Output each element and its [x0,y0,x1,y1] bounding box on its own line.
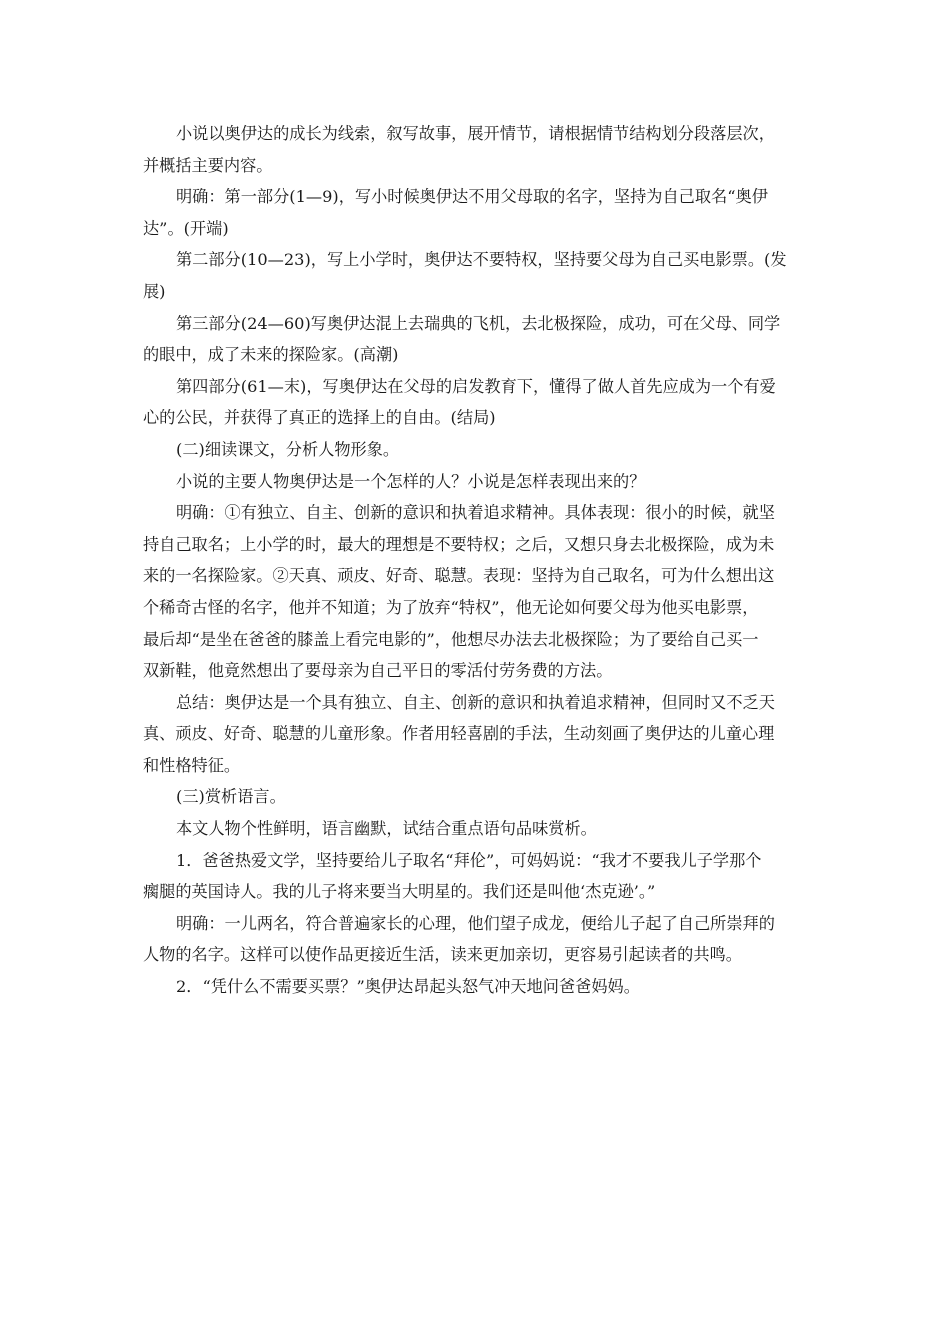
paragraph-example-one-answer [143,908,808,971]
text-line: 明确：一儿两名，符合普遍家长的心理，他们望子成龙，便给儿子起了自己所崇拜的 [176,913,775,933]
text-line: 明确：第一部分(1—9)，写小时候奥伊达不用父母取的名字，坚持为自己取名“奥伊 [176,187,768,207]
text-line: 展) [143,281,166,301]
text-line: 和性格特征。 [143,755,241,775]
text-line: 达”。(开端) [143,218,229,238]
text-line: 明确：①有独立、自主、创新的意识和执着追求精神。具体表现：很小的时候，就坚 [176,503,775,523]
text-line: 心的公民，并获得了真正的选择上的自由。(结局) [143,408,496,428]
text-line: 真、顽皮、好奇、聪慧的儿童形象。作者用轻喜剧的手法，生动刻画了奥伊达的儿童心理 [143,724,775,744]
paragraph-example-one [143,845,808,908]
text-line: 1．爸爸热爱文学，坚持要给儿子取名“拜伦”，可妈妈说：“我才不要我儿子学那个 [176,850,762,870]
text-line: 的眼中，成了未来的探险家。(高潮) [143,345,399,365]
text-line: 并概括主要内容。 [143,155,273,175]
text-line: 总结：奥伊达是一个具有独立、自主、创新的意识和执着追求精神，但同时又不乏天 [176,692,775,712]
section-heading-language [143,781,808,813]
text-line: 人物的名字。这样可以使作品更接近生活，读来更加亲切，更容易引起读者的共鸣。 [143,945,742,965]
paragraph-summary [143,687,808,782]
paragraph-example-two [143,971,808,1003]
paragraph-part-three [143,308,808,371]
paragraph-part-four [143,371,808,434]
text-line: 小说的主要人物奥伊达是一个怎样的人？小说是怎样表现出来的？ [176,471,646,491]
text-line: 来的一名探险家。②天真、顽皮、好奇、聪慧。表现：坚持为自己取名，可为什么想出这 [143,566,775,586]
document-body [143,118,808,1003]
section-heading-character [143,434,808,466]
text-line: 第三部分(24—60)写奥伊达混上去瑞典的飞机，去北极探险，成功，可在父母、同学 [176,313,781,333]
text-line: 瘸腿的英国诗人。我的儿子将来要当大明星的。我们还是叫他‘杰克逊’。” [143,882,656,902]
text-line: 本文人物个性鲜明，语言幽默，试结合重点语句品味赏析。 [176,819,597,839]
text-line: 最后却“是坐在爸爸的膝盖上看完电影的”，他想尽办法去北极探险；为了要给自己买一 [143,629,759,649]
paragraph-character-answer [143,497,808,687]
paragraph-part-two [143,244,808,307]
text-line: 双新鞋，他竟然想出了要母亲为自己平日的零活付劳务费的方法。 [143,661,613,681]
text-line: 持自己取名；上小学的时，最大的理想是不要特权；之后，又想只身去北极探险，成为未 [143,534,775,554]
text-line: (三)赏析语言。 [176,787,286,807]
paragraph-character-question [143,466,808,498]
text-line: 2．“凭什么不需要买票？”奥伊达昂起头怒气冲天地问爸爸妈妈。 [176,977,640,997]
text-line: 第四部分(61—末)，写奥伊达在父母的启发教育下，懂得了做人首先应成为一个有爱 [176,376,776,396]
text-line: 个稀奇古怪的名字，他并不知道；为了放弃“特权”，他无论如何要父母为他买电影票， [143,597,759,617]
paragraph-outline-question [143,118,808,181]
text-line: 小说以奥伊达的成长为线索，叙写故事，展开情节，请根据情节结构划分段落层次， [176,124,775,143]
paragraph-language-intro [143,813,808,845]
text-line: 第二部分(10—23)，写上小学时，奥伊达不要特权，坚持要父母为自己买电影票。(发 [176,250,787,270]
text-line: (二)细读课文，分析人物形象。 [176,439,400,459]
paragraph-part-one [143,181,808,244]
